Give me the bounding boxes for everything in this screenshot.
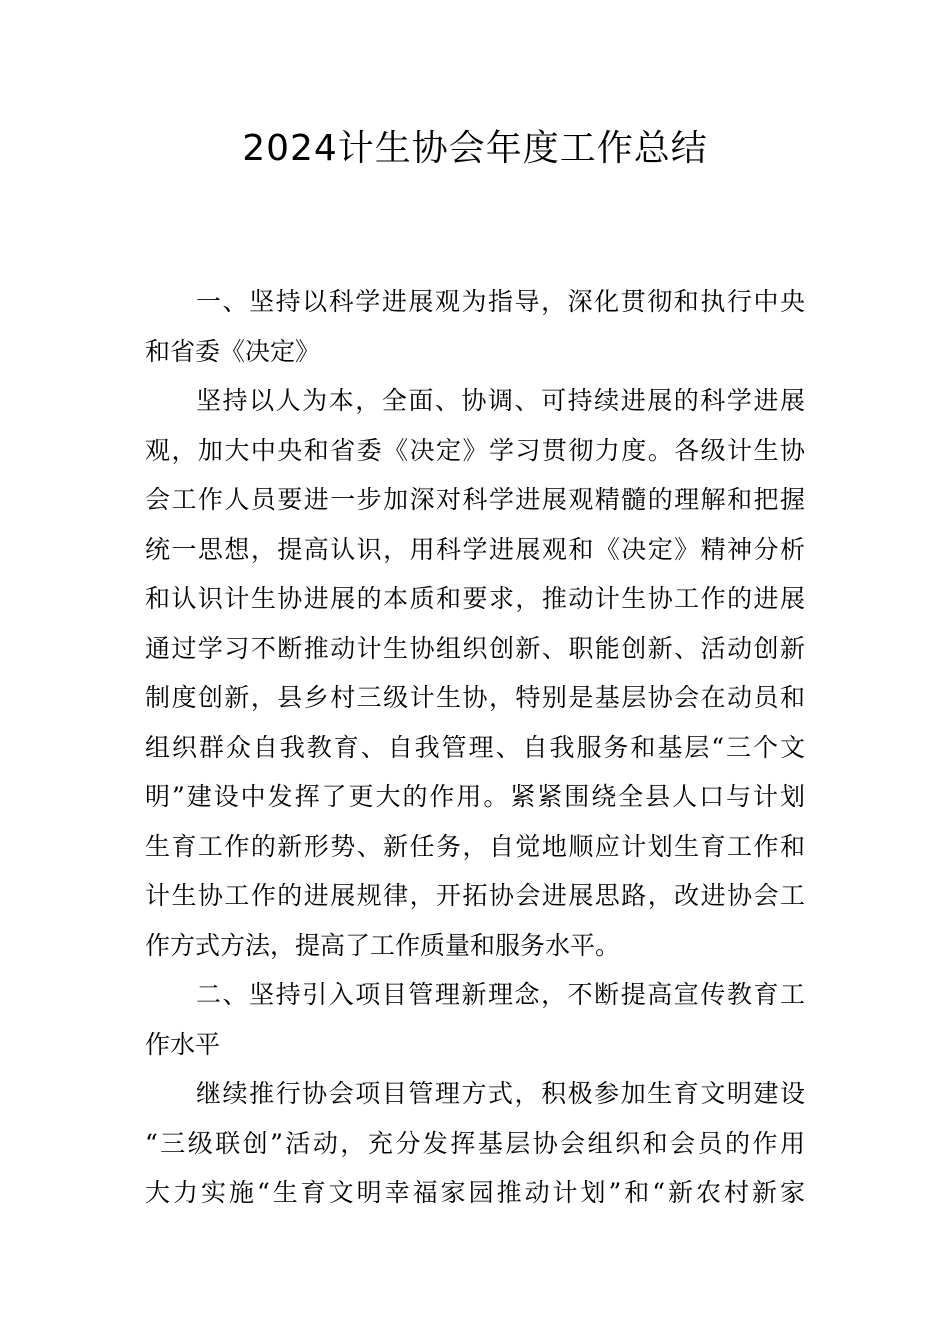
text-line: 继续推行协会项目管理方式，积极参加生育文明建设 [196, 1079, 805, 1108]
text-line: 组织群众自我教育、自我管理、自我服务和基层“三个文 [145, 732, 805, 762]
text-line: 观，加大中央和省委《决定》学习贯彻力度。各级计生协 [145, 435, 805, 465]
text-line: 作水平 [145, 1029, 221, 1059]
text-line: 制度创新，县乡村三级计生协，特别是基层协会在动员和 [145, 683, 805, 712]
document-body [145, 277, 805, 1218]
text-line: 一、坚持以科学进展观为指导，深化贯彻和执行中央 [196, 287, 805, 316]
document-title: 2024计生协会年度工作总结 [242, 128, 708, 169]
text-line: 大力实施“生育文明幸福家园推动计划”和“新农村新家 [145, 1178, 805, 1207]
text-line: 二、坚持引入项目管理新理念，不断提高宣传教育工 [196, 980, 805, 1009]
text-line: 坚持以人为本，全面、协调、可持续进展的科学进展 [196, 386, 805, 415]
text-line: 会工作人员要进一步加深对科学进展观精髓的理解和把握 [145, 485, 805, 514]
text-line: 明”建设中发挥了更大的作用。紧紧围绕全县人口与计划 [145, 782, 805, 811]
text-line: 通过学习不断推动计生协组织创新、职能创新、活动创新 [145, 633, 805, 663]
text-line: “三级联创”活动，充分发挥基层协会组织和会员的作用 [145, 1128, 805, 1158]
text-line: 作方式方法，提高了工作质量和服务水平。 [145, 930, 621, 960]
text-line: 计生协工作的进展规律，开拓协会进展思路，改进协会工 [145, 881, 805, 910]
text-line: 和省委《决定》 [145, 336, 321, 366]
text-line: 生育工作的新形势、新任务，自觉地顺应计划生育工作和 [145, 831, 805, 861]
text-line: 和认识计生协进展的本质和要求，推动计生协工作的进展 [145, 584, 805, 613]
text-line: 统一思想，提高认识，用科学进展观和《决定》精神分析 [145, 534, 805, 564]
